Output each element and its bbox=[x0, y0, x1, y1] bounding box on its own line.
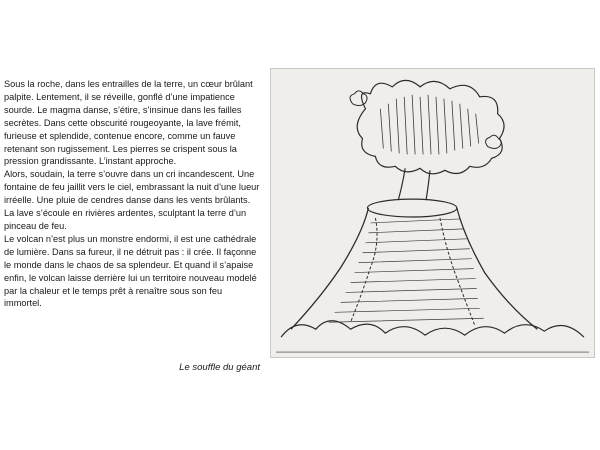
figure-caption: Le souffle du géant bbox=[179, 362, 260, 373]
volcano-calligram-icon bbox=[271, 69, 594, 357]
poem-paragraph-2: Alors, soudain, la terre s’ouvre dans un cri incandescent. Une fontaine de feu jaillit vers le ciel, embrassant la nuit d’une lueur irréelle. Une pluie de cendres danse dans les vents brûlants. La lave s’écoule en rivières ardentes, sculptant la terre d’un pinceau de feu. bbox=[4, 169, 260, 231]
poem-paragraph-1: Sous la roche, dans les entrailles de la terre, un cœur brûlant palpite. Lentement, il se réveille, gonflé d’une impatience sourde. Le magma danse, s’étire, s’insinue dans les failles secrètes. Dans cette obscurité rougeoyante, la lave frémit, furieuse et splendide, contenue encore, comme un fauve retenant son rugissement. Les pierres se crispent sous la pression grandissante. L’instant approche. bbox=[4, 79, 253, 167]
poem-text bbox=[4, 78, 262, 310]
poem-paragraph-3: Le volcan n’est plus un monstre endormi, il est une cathédrale de lumière. Dans sa fureur, il ne détruit pas : il crée. Il façonne le monde dans le chaos de sa splendeur. Et quand il s’apaise enfin, le volcan laisse derrière lui un territoire nouveau modelé par la chaleur et le temps prêt à renaître sous son feu immortel. bbox=[4, 233, 257, 309]
volcano-drawing bbox=[270, 68, 595, 358]
